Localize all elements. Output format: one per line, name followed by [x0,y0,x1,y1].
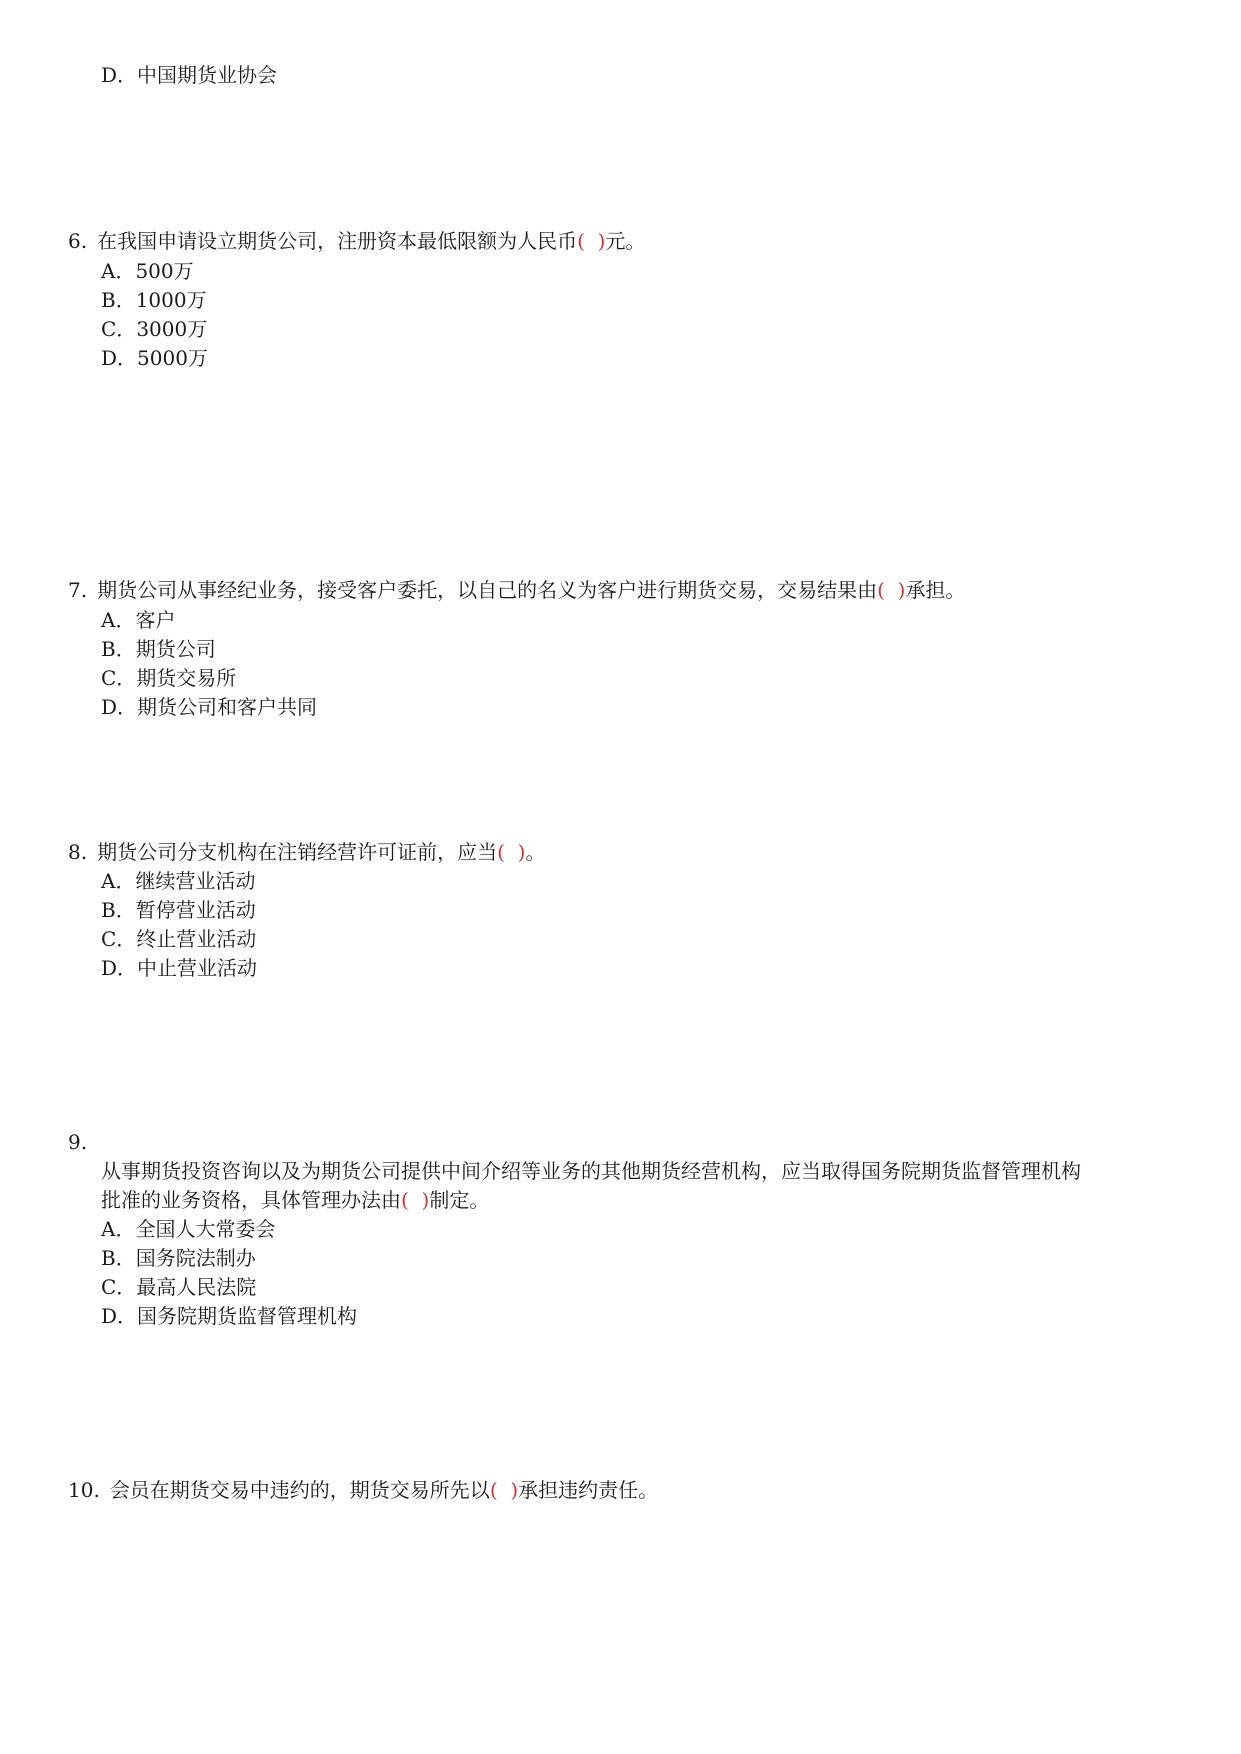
option-text: 500万 [135,259,194,283]
stem-text-after: 制定。 [429,1188,490,1212]
option-letter: B． [101,288,136,312]
stem-text: 期货公司分支机构在注销经营许可证前，应当 [97,840,498,864]
option-letter: D． [101,956,138,980]
question-stem-continued [101,1187,489,1213]
option-letter: D． [101,63,138,87]
option-text: 中国期货业协会 [137,63,278,87]
answer-paren-close: ) [897,578,906,602]
option-text: 全国人大常委会 [135,1217,276,1241]
option-letter: C． [101,317,137,341]
stem-text: 从事期货投资咨询以及为期货公司提供中间介绍等业务的其他期货经营机构，应当取得国务院期货监督管理机构 [101,1159,1081,1183]
stem-text-after: 。 [525,840,546,864]
option-letter: D． [101,346,138,370]
option-letter: C． [101,666,137,690]
option-item [101,287,207,313]
option-item [101,1245,256,1271]
option-text: 1000万 [135,288,207,312]
question-number-line [68,1129,87,1155]
stem-text-after: 承担。 [905,578,966,602]
answer-paren-open: ( [877,578,885,602]
question-stem [101,1158,1081,1184]
option-letter: A． [101,259,136,283]
option-item [101,926,256,952]
option-letter: A． [101,869,136,893]
option-text: 5000万 [137,346,208,370]
option-letter: A． [101,608,136,632]
stem-text: 批准的业务资格，具体管理办法由 [101,1188,401,1212]
option-item [101,62,277,88]
option-item [101,694,317,720]
option-text: 期货公司 [135,637,216,661]
option-text: 国务院期货监督管理机构 [137,1304,358,1328]
question-number: 10. [68,1478,100,1502]
question-number: 9. [68,1130,88,1154]
option-item [101,316,207,342]
option-item [101,636,216,662]
option-letter: B． [101,637,136,661]
question-number: 7. [68,578,88,602]
option-letter: D． [101,695,138,719]
option-item [101,1274,256,1300]
option-letter: C． [101,1275,137,1299]
option-text: 3000万 [136,317,208,341]
answer-paren-close: ) [517,840,526,864]
option-text: 客户 [135,608,176,632]
option-text: 终止营业活动 [136,927,257,951]
question-number: 8. [68,840,88,864]
option-text: 期货公司和客户共同 [137,695,318,719]
question-stem [68,228,645,254]
option-text: 继续营业活动 [135,869,256,893]
option-text: 国务院法制办 [135,1246,256,1270]
answer-paren-open: ( [497,840,505,864]
question-stem [68,577,965,603]
option-item [101,868,255,894]
option-item [101,1303,357,1329]
answer-paren-close: ) [421,1188,430,1212]
answer-paren-close: ) [597,229,606,253]
option-letter: D． [101,1304,138,1328]
stem-text: 期货公司从事经纪业务，接受客户委托，以自己的名义为客户进行期货交易，交易结果由 [97,578,878,602]
option-item [101,258,194,284]
option-text: 中止营业活动 [137,956,258,980]
stem-text-after: 元。 [605,229,646,253]
option-item [101,345,208,371]
answer-paren-open: ( [489,1478,498,1502]
answer-paren-open: ( [577,229,585,253]
answer-paren-close: ) [510,1478,519,1502]
question-stem [68,1477,658,1503]
option-letter: B． [101,898,136,922]
option-letter: C． [101,927,137,951]
option-text: 暂停营业活动 [135,898,256,922]
option-item [101,955,257,981]
option-letter: B． [101,1246,136,1270]
option-text: 期货交易所 [136,666,237,690]
question-stem [68,839,545,865]
option-text: 最高人民法院 [136,1275,257,1299]
question-number: 6. [68,229,88,253]
option-item [101,665,236,691]
option-item [101,897,256,923]
stem-text: 在我国申请设立期货公司，注册资本最低限额为人民币 [97,229,578,253]
stem-text: 会员在期货交易中违约的，期货交易所先以 [109,1478,490,1502]
option-item [101,607,175,633]
option-item [101,1216,275,1242]
stem-text-after: 承担违约责任。 [518,1478,659,1502]
option-letter: A． [101,1217,136,1241]
answer-paren-open: ( [401,1188,409,1212]
